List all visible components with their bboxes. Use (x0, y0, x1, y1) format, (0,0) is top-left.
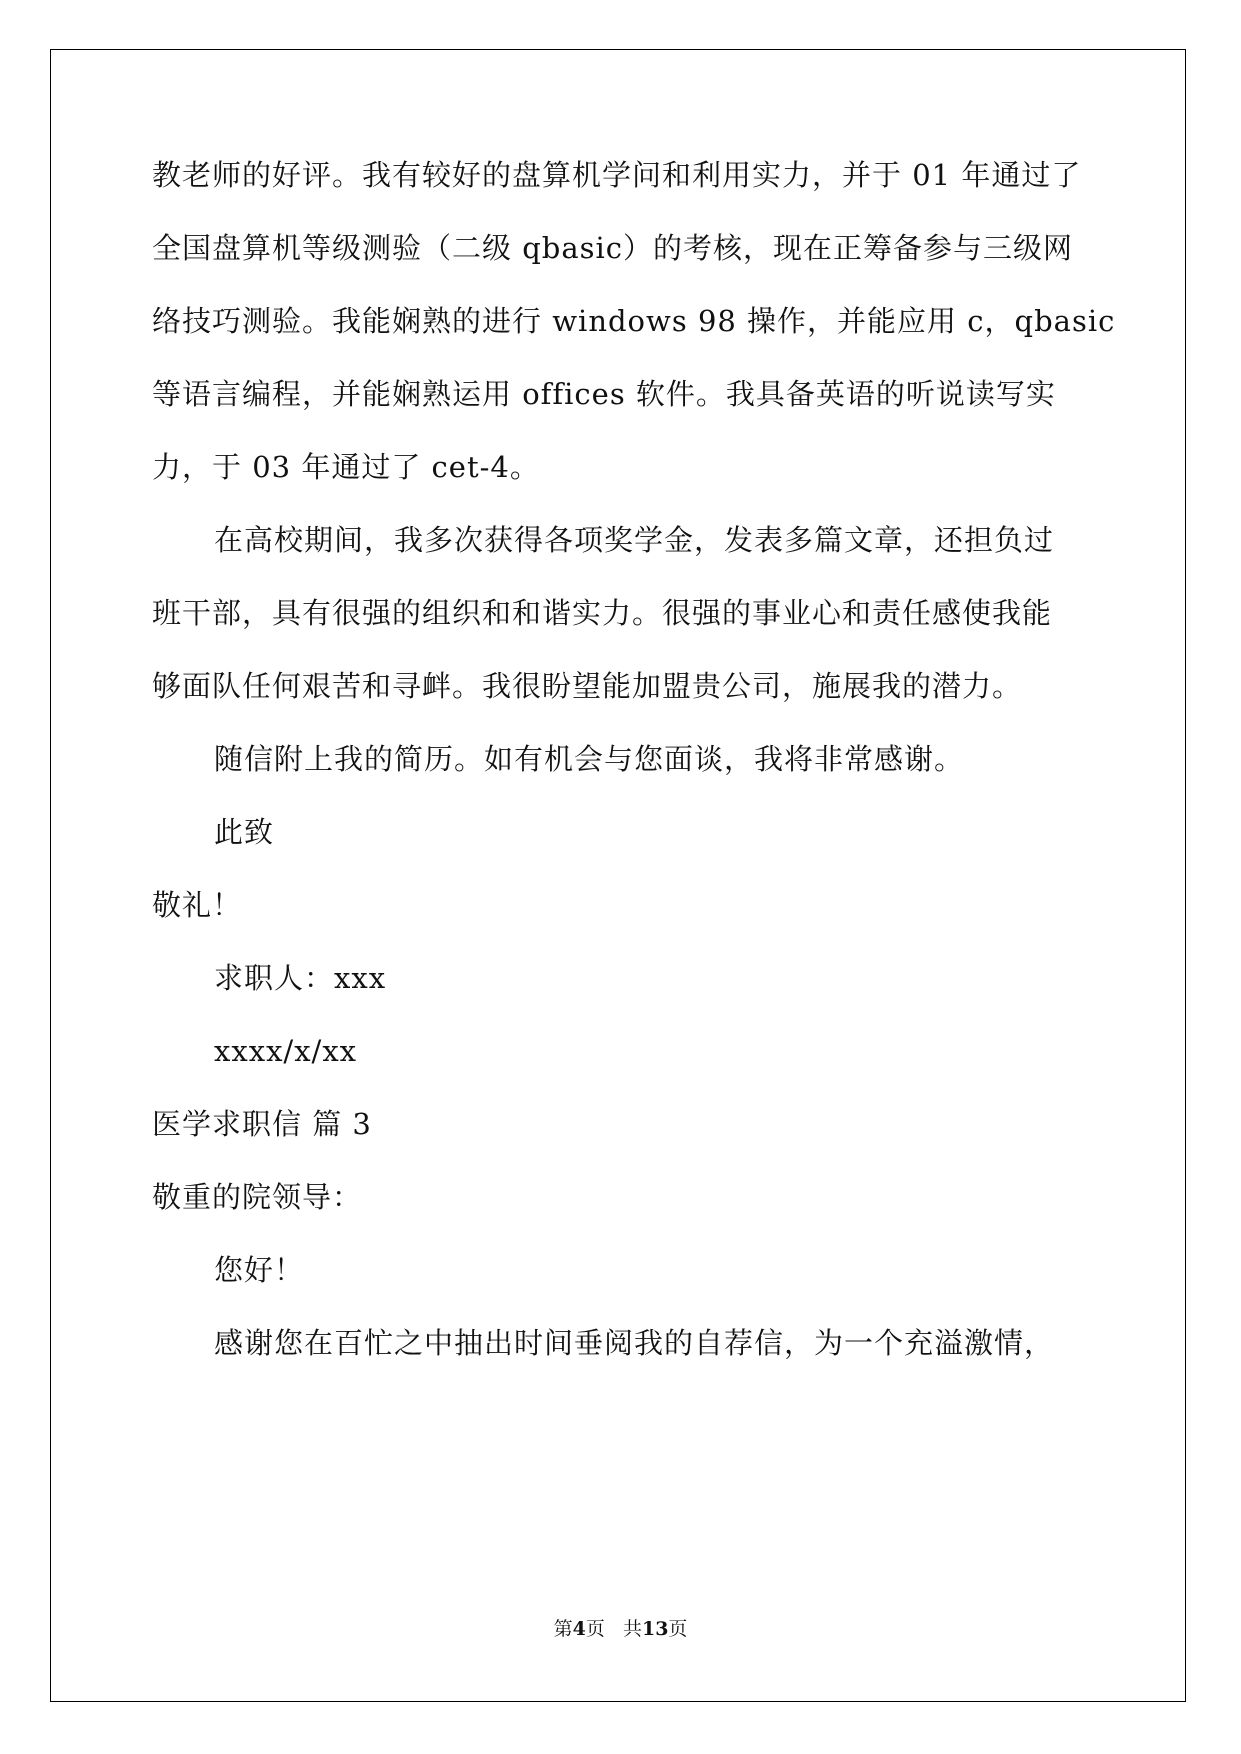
footer-total-pages: 13 (641, 1618, 669, 1640)
footer-total-suffix: 页 (668, 1618, 688, 1640)
body-line: 班干部，具有很强的组织和和谐实力。很强的事业心和责任感使我能 (152, 596, 1053, 630)
body-line: 在高校期间，我多次获得各项奖学金，发表多篇文章，还担负过 (214, 523, 1055, 557)
footer-page-suffix: 页 (585, 1618, 605, 1640)
closing-salutation: 此致 (214, 815, 275, 849)
signature-line: 求职人：xxx (214, 961, 387, 995)
body-line: 力，于 03 年通过了 cet-4。 (152, 450, 540, 484)
footer-prefix: 第 (553, 1618, 573, 1640)
page-border (50, 49, 1186, 1702)
body-line: 随信附上我的简历。如有机会与您面谈，我将非常感谢。 (214, 742, 965, 776)
body-line: 络技巧测验。我能娴熟的进行 windows 98 操作，并能应用 c，qbasic (152, 304, 1116, 338)
page-footer (0, 1617, 1241, 1641)
footer-page-number: 4 (572, 1618, 586, 1640)
body-line: 等语言编程，并能娴熟运用 offices 软件。我具备英语的听说读写实 (152, 377, 1056, 411)
body-line: 够面队任何艰苦和寻衅。我很盼望能加盟贵公司，施展我的潜力。 (152, 669, 1023, 703)
footer-total-prefix: 共 (622, 1618, 642, 1640)
closing-regards: 敬礼！ (152, 888, 243, 922)
date-line: xxxx/x/xx (214, 1034, 358, 1068)
greeting-line: 敬重的院领导： (152, 1180, 363, 1214)
body-line: 感谢您在百忙之中抽出时间垂阅我的自荐信，为一个充溢激情， (214, 1326, 1055, 1360)
section-title: 医学求职信 篇 3 (152, 1107, 372, 1141)
body-line: 全国盘算机等级测验（二级 qbasic）的考核，现在正筹备参与三级网 (152, 231, 1074, 265)
greeting-hello: 您好！ (214, 1253, 305, 1287)
body-line: 教老师的好评。我有较好的盘算机学问和利用实力，并于 01 年通过了 (152, 158, 1082, 192)
